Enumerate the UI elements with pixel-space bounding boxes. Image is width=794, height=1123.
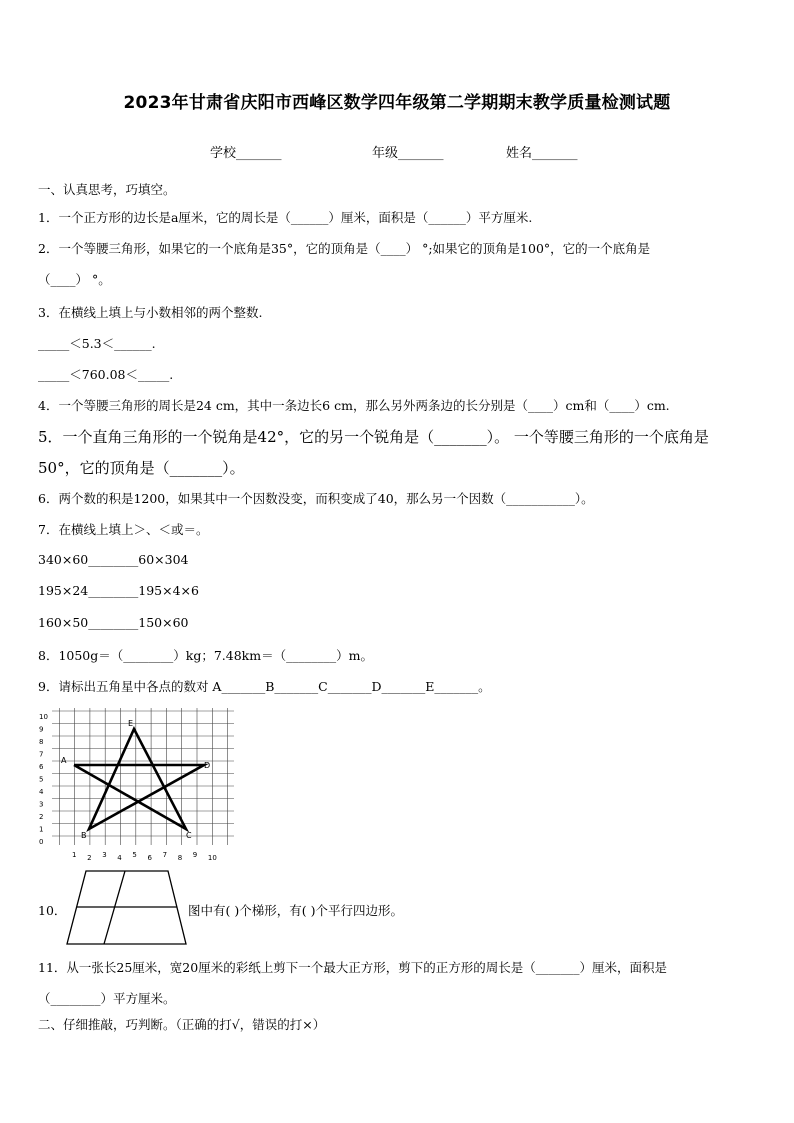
y-tick-label: 5 — [39, 775, 44, 784]
question-7-b: 195×24________195×4×6 — [38, 583, 199, 598]
question-1: 1．一个正方形的边长是a厘米，它的周长是（______）厘米，面积是（______）平方厘米. — [38, 210, 533, 225]
y-tick-label: 0 — [39, 838, 44, 846]
question-8: 8．1050g＝（________）kg；7.48km＝（________）m。 — [38, 648, 373, 663]
y-tick-label: 3 — [39, 800, 44, 809]
point-label-d: D — [204, 761, 211, 770]
y-tick-label: 9 — [39, 725, 44, 734]
y-tick-label: 1 — [39, 825, 44, 834]
x-tick-label: 1 — [72, 851, 77, 859]
question-3: 3．在横线上填上与小数相邻的两个整数. — [38, 305, 263, 320]
point-label-a: A — [61, 756, 67, 765]
question-2-line-1: 2．一个等腰三角形，如果它的一个底角是35°，它的顶角是（____） °;如果它的顶角是100°，它的一个底角是 — [38, 241, 651, 256]
question-11-line-2: （________）平方厘米。 — [38, 991, 176, 1006]
x-tick-label: 8 — [177, 854, 183, 862]
question-7-c: 160×50________150×60 — [38, 615, 189, 630]
question-10-number: 10． — [38, 903, 67, 918]
trapezoid-figure — [64, 868, 190, 948]
question-3-a: _____＜5.3＜______. — [38, 336, 156, 351]
x-tick-label: 9 — [192, 851, 198, 859]
y-tick-label: 7 — [39, 750, 44, 759]
question-10-text: 图中有( )个梯形，有( )个平行四边形。 — [188, 903, 403, 918]
y-tick-label: 10 — [39, 713, 48, 721]
x-tick-label: 6 — [147, 854, 152, 862]
question-5-line-2: 50°，它的顶角是（_______）。 — [38, 459, 245, 477]
star-outline — [74, 729, 204, 829]
y-tick-label: 4 — [39, 788, 44, 796]
question-9: 9．请标出五角星中各点的数对 A_______B_______C_______D_______E_______。 — [38, 679, 491, 694]
page-title: 2023年甘肃省庆阳市西峰区数学四年级第二学期期末教学质量检测试题 — [123, 93, 671, 113]
y-tick-label: 6 — [39, 763, 44, 771]
x-tick-label: 4 — [117, 854, 122, 862]
question-11-line-1: 11．从一张长25厘米，宽20厘米的彩纸上剪下一个最大正方形，剪下的正方形的周长是（_______）厘米，面积是 — [38, 960, 667, 975]
x-tick-label: 10 — [207, 854, 217, 862]
point-label-e: E — [128, 719, 134, 728]
point-label-b: B — [81, 831, 87, 840]
question-7: 7．在横线上填上＞、＜或＝。 — [38, 522, 209, 537]
question-3-b: _____＜760.08＜_____. — [38, 367, 174, 382]
point-label-c: C — [186, 831, 192, 840]
question-4: 4．一个等腰三角形的周长是24 cm，其中一条边长6 cm，那么另外两条边的长分别是（____）cm和（____）cm. — [38, 398, 670, 413]
y-tick-label: 2 — [39, 813, 44, 821]
x-tick-label: 2 — [87, 854, 92, 862]
name-field: 姓名_______ — [506, 146, 578, 161]
question-5-line-1: 5．一个直角三角形的一个锐角是42°，它的另一个锐角是（_______）。 一个等腰三角形的一个底角是 — [38, 428, 709, 446]
school-field: 学校_______ — [210, 146, 282, 161]
section-2-heading: 二、仔细推敲，巧判断。（正确的打√，错误的打×） — [38, 1017, 326, 1032]
star-grid-figure — [34, 705, 240, 863]
question-2-line-2: （____） °。 — [38, 272, 111, 287]
x-tick-label: 3 — [102, 851, 107, 859]
y-tick-label: 8 — [39, 738, 44, 746]
section-1-heading: 一、认真思考，巧填空。 — [38, 182, 176, 197]
x-tick-label: 7 — [162, 851, 168, 859]
question-7-a: 340×60________60×304 — [38, 552, 189, 567]
x-tick-label: 5 — [132, 851, 137, 859]
question-6: 6．两个数的积是1200，如果其中一个因数没变，而积变成了40，那么另一个因数（___________）。 — [38, 491, 594, 506]
grade-field: 年级_______ — [372, 146, 444, 161]
